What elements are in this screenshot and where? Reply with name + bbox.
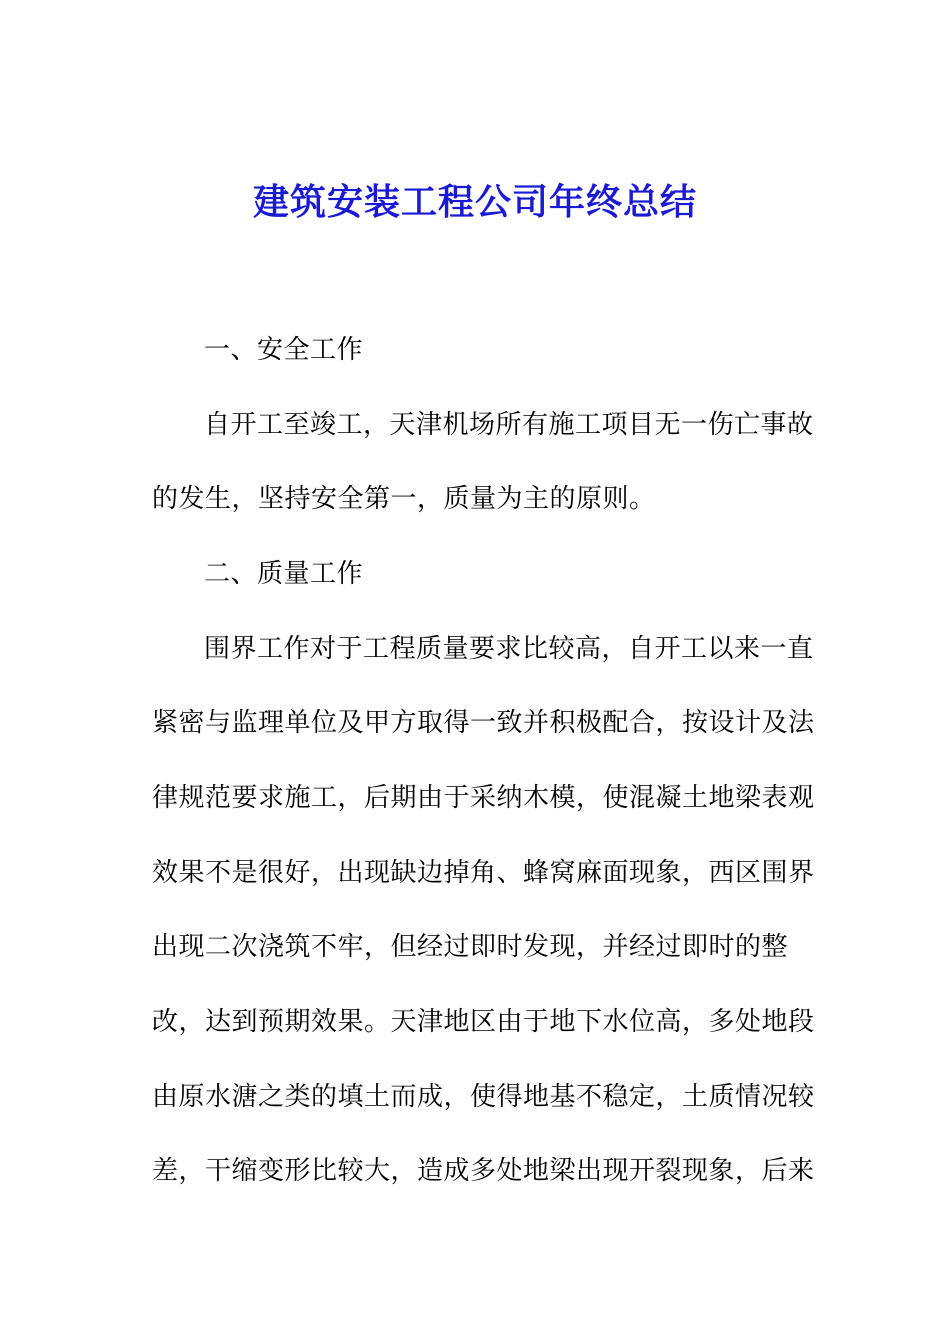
paragraph-line: 改，达到预期效果。天津地区由于地下水位高，多处地段: [152, 1007, 815, 1037]
section-heading-quality: 二、质量工作: [204, 559, 364, 589]
document-title: 建筑安装工程公司年终总结: [252, 182, 697, 223]
paragraph-line: 差，干缩变形比较大，造成多处地梁出现开裂现象，后来: [152, 1156, 815, 1186]
paragraph-line: 出现二次浇筑不牢，但经过即时发现，并经过即时的整: [152, 932, 789, 962]
paragraph-line: 紧密与监理单位及甲方取得一致并积极配合，按设计及法: [152, 708, 815, 738]
paragraph-line: 自开工至竣工，天津机场所有施工项目无一伤亡事故: [204, 410, 814, 440]
paragraph-line: 效果不是很好，出现缺边掉角、蜂窝麻面现象，西区围界: [152, 858, 815, 888]
paragraph-line: 的发生，坚持安全第一，质量为主的原则。: [152, 484, 656, 514]
paragraph-line: 围界工作对于工程质量要求比较高，自开工以来一直: [204, 634, 814, 664]
paragraph-line: 由原水溏之类的填土而成，使得地基不稳定，土质情况较: [152, 1082, 815, 1112]
section-heading-safety: 一、安全工作: [204, 335, 364, 365]
paragraph-line: 律规范要求施工，后期由于采纳木模，使混凝土地梁表观: [152, 783, 815, 813]
